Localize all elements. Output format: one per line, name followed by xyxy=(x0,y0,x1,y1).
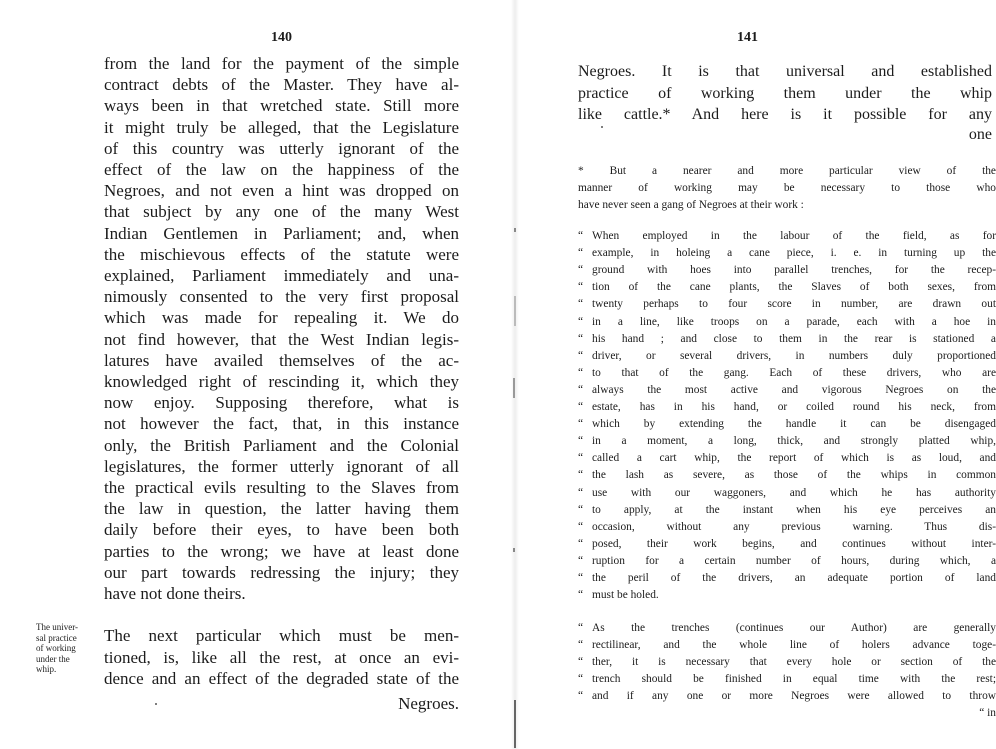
text-line: contract debts of the Master. They have al- xyxy=(104,75,459,95)
quote-mark: “ xyxy=(578,589,584,602)
quote-mark: “ xyxy=(578,622,584,634)
quote-text: rectilinear, and the whole line of holers advance toge- xyxy=(592,639,996,652)
footnote-quote-line xyxy=(578,416,996,433)
text-line: Indian Gentlemen in Parliament; and, when xyxy=(104,223,459,243)
text-line: ways been in that wretched state. Still more xyxy=(104,96,459,116)
quote-mark: “ xyxy=(578,230,584,242)
quote-text: to apply, at the instant when his eye perceives an xyxy=(592,503,996,516)
text-line: parties to the wrong; we have at least done xyxy=(104,541,459,561)
quote-text: called a cart whip, the report of which is as loud, and xyxy=(592,452,996,465)
quote-mark: “ xyxy=(578,401,584,413)
quote-mark: “ xyxy=(578,469,584,482)
text-line: practice of working them under the whip xyxy=(578,84,992,102)
quote-text: which by extending the handle it can be disengaged xyxy=(592,418,996,431)
footnote-line: manner of working may be necessary to those who xyxy=(578,182,996,194)
text-line: the mischievous effects of the statute were xyxy=(104,244,459,264)
quote-mark: “ xyxy=(578,435,584,448)
footnote-quote-line xyxy=(578,620,996,637)
quote-text: occasion, without any previous warning. Thus dis- xyxy=(592,520,996,533)
text-line: have not done theirs. xyxy=(104,584,246,603)
footnote-quote-line xyxy=(578,296,996,313)
text-line: explained, Parliament immediately and una- xyxy=(104,266,459,285)
margin-note-line: The univer- xyxy=(36,622,79,632)
quote-text: estate, has in his hand, or coiled round his neck, from xyxy=(592,401,996,413)
text-line: only, the British Parliament and the Colonial xyxy=(104,435,459,455)
ink-speck xyxy=(601,126,603,128)
margin-note-line: sal practice xyxy=(36,632,77,643)
text-line: latures have availed themselves of the ac- xyxy=(104,350,459,370)
text-line: Negroes, and not even a hint was dropped on xyxy=(104,181,459,201)
footnote-quote-line xyxy=(578,519,996,536)
quote-mark: “ xyxy=(578,452,584,465)
quote-mark: “ xyxy=(578,315,584,328)
footnote-quote-line xyxy=(578,279,996,296)
quote-mark: “ xyxy=(578,673,584,686)
text-line: tioned, is, like all the rest, at once an evi- xyxy=(104,647,459,667)
quote-mark: “ xyxy=(578,503,584,516)
footnote-quote-line xyxy=(578,450,996,467)
text-line: which was made for repealing it. We do xyxy=(104,308,459,328)
catchword: one xyxy=(968,126,992,143)
quote-mark: “ xyxy=(578,264,584,277)
quote-text: the peril of the drivers, an adequate portion of land xyxy=(592,572,996,584)
ink-speck xyxy=(155,703,157,705)
footnote-quote-line xyxy=(578,245,996,262)
footnote-quote-line xyxy=(578,587,996,604)
page-number: 140 xyxy=(271,30,292,45)
quote-mark: “ xyxy=(578,554,584,567)
footnote-quote-line xyxy=(578,348,996,365)
quote-text: his hand ; and close to them in the rear is stationed a xyxy=(592,332,996,345)
footnote-quote-line xyxy=(578,365,996,382)
text-line: daily before their eyes, to have been both xyxy=(104,520,459,540)
footnote-quote-line xyxy=(578,382,996,399)
quote-text: always the most active and vigorous Negroes on the xyxy=(592,383,996,396)
footnote-quote-line xyxy=(578,433,996,450)
footnote-quote-line xyxy=(578,570,996,587)
text-line: our part towards redressing the injury; they xyxy=(104,562,459,582)
quote-text: and if any one or more Negroes were allowed to throw xyxy=(592,690,996,703)
footnote-quote-line xyxy=(578,262,996,279)
quote-text: in a moment, a long, thick, and strongly platted whip, xyxy=(592,435,996,448)
quote-text: tion of the cane plants, the Slaves of both sexes, from xyxy=(592,281,996,294)
margin-note-line: under the xyxy=(36,653,70,664)
text-line: legislatures, the former utterly ignorant of all xyxy=(104,456,459,476)
text-line: knowledged right of rescinding it, which they xyxy=(104,372,459,391)
text-line: the practical evils resulting to the Slaves from xyxy=(104,478,459,497)
footnote-quote-line xyxy=(578,553,996,570)
gutter-speck xyxy=(514,700,516,748)
quote-text: twenty perhaps to four score in number, are drawn out xyxy=(592,298,996,311)
page-number: 141 xyxy=(737,30,758,45)
quote-mark: “ xyxy=(578,639,584,652)
footnote-quote-line xyxy=(578,502,996,519)
text-line: like cattle.* And here is it possible for any xyxy=(578,106,992,123)
quote-text: trench should be finished in equal time with the rest; xyxy=(592,673,996,686)
right-page xyxy=(522,0,996,749)
gutter-speck xyxy=(514,296,516,326)
footnote-quote-line xyxy=(578,536,996,553)
quote-text: use with our waggoners, and which he has authority xyxy=(592,486,996,499)
quote-text: ground with hoes into parallel trenches, for the recep- xyxy=(592,264,996,277)
text-line: dence and an effect of the degraded state of the xyxy=(104,669,459,688)
gutter-speck xyxy=(513,378,515,398)
footnote-quote-line xyxy=(578,399,996,416)
footnote-quote-line xyxy=(578,637,996,654)
gutter-speck xyxy=(513,548,515,552)
margin-note-line: whip. xyxy=(36,664,57,674)
quote-text: driver, or several drivers, in numbers duly proportioned xyxy=(592,349,996,362)
footnote-line: have never seen a gang of Negroes at their work : xyxy=(578,199,804,211)
quote-mark: “ xyxy=(578,418,584,431)
text-line: The next particular which must be men- xyxy=(104,626,459,645)
quote-text: ruption for a certain number of hours, during which, a xyxy=(592,554,996,567)
quote-mark: “ xyxy=(578,247,584,260)
catchword: Negroes. xyxy=(398,694,459,713)
quote-mark: “ xyxy=(578,572,584,584)
text-line: nimously consented to the very first proposal xyxy=(104,287,459,307)
quote-mark: “ xyxy=(578,537,584,550)
quote-text: the lash as severe, as those of the whips in common xyxy=(592,469,996,482)
margin-note xyxy=(36,622,96,675)
quote-mark: “ xyxy=(578,281,584,294)
gutter-speck xyxy=(514,228,516,232)
footnote-quote-line xyxy=(578,228,996,245)
text-line: the law in question, the latter having them xyxy=(104,499,459,519)
quote-mark: “ xyxy=(578,486,584,499)
quote-mark: “ xyxy=(578,332,584,345)
footnote-quote-line xyxy=(578,654,996,671)
text-line: from the land for the payment of the simple xyxy=(104,54,459,73)
quote-text: example, in holeing a cane piece, i. e. in turning up the xyxy=(592,247,996,260)
text-line: not find however, that the West Indian legis- xyxy=(104,329,459,349)
quote-text: As the trenches (continues our Author) are generally xyxy=(592,622,996,634)
quote-mark: “ xyxy=(578,520,584,533)
text-line: Negroes. It is that universal and established xyxy=(578,63,992,80)
footnote-quote-line xyxy=(578,314,996,331)
footnote-line: * But a nearer and more particular view of the xyxy=(578,165,996,177)
margin-note-line: of working xyxy=(36,643,76,653)
quote-text: to that of the gang. Each of these drivers, who are xyxy=(592,366,996,379)
quote-text: posed, their work begins, and continues without inter- xyxy=(592,537,996,550)
text-line: that subject by any one of the many West xyxy=(104,202,459,222)
quote-mark: “ xyxy=(578,366,584,379)
footnote-quote-line xyxy=(578,467,996,484)
footnote-quote-line xyxy=(578,331,996,348)
text-line: it might truly be alleged, that the Legislature xyxy=(104,117,459,137)
footnote-quote-line xyxy=(578,671,996,688)
quote-text: must be holed. xyxy=(592,589,659,602)
quote-mark: “ xyxy=(578,349,584,362)
book-gutter xyxy=(511,0,519,749)
quote-mark: “ xyxy=(578,298,584,311)
text-line: of this country was utterly ignorant of the xyxy=(104,138,459,158)
quote-text: in a line, like troops on a parade, each with a hoe in xyxy=(592,315,996,328)
text-line: effect of the law on the happiness of the xyxy=(104,160,459,179)
text-line: not however the fact, that, in this instance xyxy=(104,414,459,434)
footnote-quote-line xyxy=(578,485,996,502)
quote-mark: “ xyxy=(578,656,584,669)
footnote-quote-line xyxy=(578,688,996,705)
quote-text: When employed in the labour of the field, as for xyxy=(592,230,996,242)
text-line: now enjoy. Supposing therefore, what is xyxy=(104,393,459,413)
quote-mark: “ xyxy=(578,383,584,396)
quote-mark: “ xyxy=(578,690,584,703)
quote-text: ther, it is necessary that every hole or section of the xyxy=(592,656,996,669)
footnote-catchword: “ in xyxy=(979,707,996,719)
